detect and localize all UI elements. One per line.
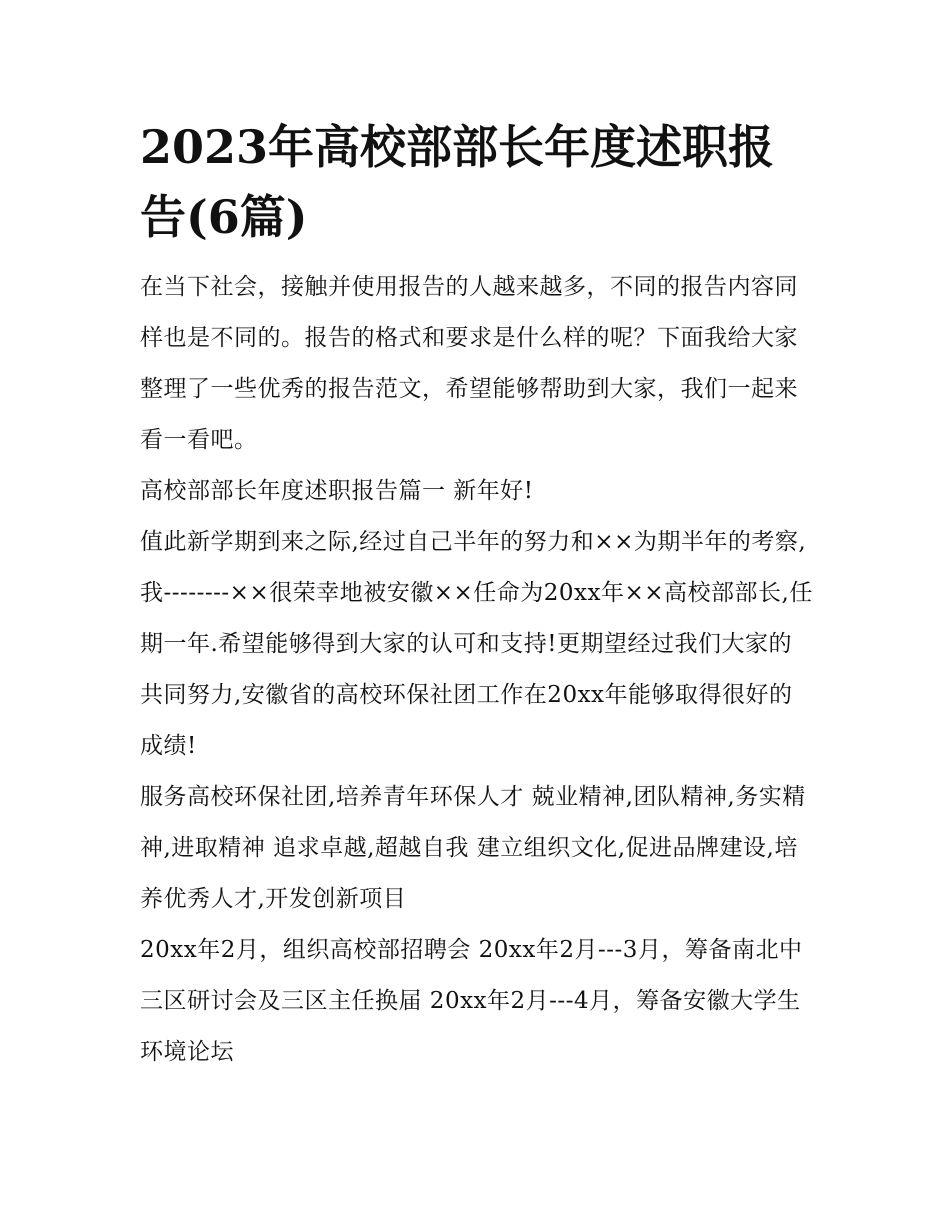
- paragraph-schedule: 20xx年2月，组织高校部招聘会 20xx年2月---3月，筹备南北中三区研讨会及三区主任换届 20xx年2月---4月，筹备安徽大学生环境论坛: [140, 937, 803, 1065]
- document-title: 2023年高校部部长年度述职报告(6篇): [140, 120, 775, 244]
- document-content: [140, 112, 815, 1078]
- paragraph-appointment: 值此新学期到来之际,经过自己半年的努力和××为期半年的考察,我--------××很荣幸地被安徽××任命为20xx年××高校部部长,任期一年.希望能够得到大家的认可和支持!更期望经过我们大家的共同努力,安徽省的高校环保社团工作在20xx年能够取得很好的成绩!: [140, 529, 813, 759]
- paragraph-intro: 在当下社会，接触并使用报告的人越来越多，不同的报告内容同样也是不同的。报告的格式和要求是什么样的呢？下面我给大家整理了一些优秀的报告范文，希望能够帮助到大家，我们一起来看一看吧。: [140, 274, 798, 453]
- paragraph-mission: 服务高校环保社团,培养青年环保人才 兢业精神,团队精神,务实精神,进取精神 追求卓越,超越自我 建立组织文化,促进品牌建设,培养优秀人才,开发创新项目: [140, 784, 806, 912]
- paragraph-section-heading: 高校部部长年度述职报告篇一 新年好!: [140, 478, 534, 504]
